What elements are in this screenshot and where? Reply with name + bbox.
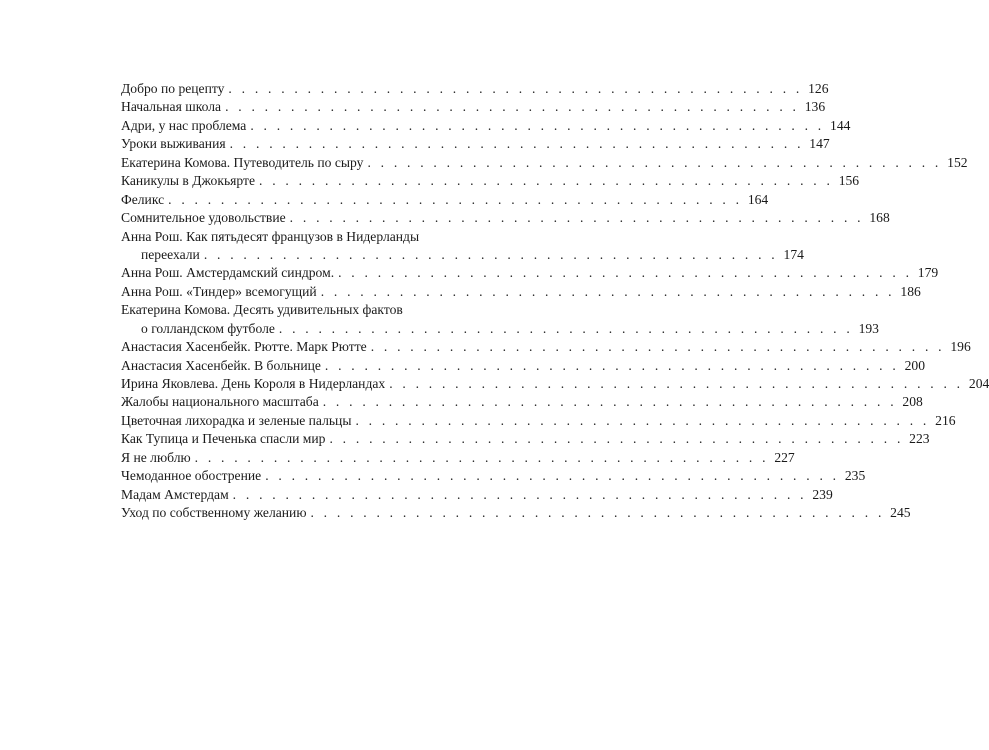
toc-entry (121, 228, 804, 265)
toc-entry-page: 216 (935, 412, 956, 428)
toc-entry-title: Начальная школа (121, 99, 222, 115)
dot-leader: . . . . . . . . . . . . . . . . . . . . . . . . . . . . . . . . . . . . . . . . . . . . (250, 117, 825, 133)
dot-leader: . . . . . . . . . . . . . . . . . . . . . . . . . . . . . . . . . . . . . . . . . . . . (310, 505, 885, 521)
toc-entry-page: 174 (783, 246, 804, 262)
dot-leader: . . . . . . . . . . . . . . . . . . . . . . . . . . . . . . . . . . . . . . . . . . . . (289, 210, 864, 226)
toc-entry-page: 179 (917, 265, 939, 281)
toc-entry-title: Добро по рецепту (121, 81, 225, 96)
toc-entry-page: 208 (902, 394, 923, 410)
table-of-contents (121, 80, 989, 523)
toc-entry (121, 430, 930, 448)
toc-entry-page: 193 (858, 320, 879, 336)
toc-entry-page: 136 (804, 99, 826, 115)
toc-entry-page: 196 (950, 339, 971, 355)
toc-entry-page: 245 (890, 505, 911, 521)
dot-leader: . . . . . . . . . . . . . . . . . . . . . . . . . . . . . . . . . . . . . . . . . . . . (355, 412, 930, 428)
toc-entry (121, 486, 833, 504)
toc-entry-title: Уход по собственному желанию (121, 505, 307, 521)
toc-entry (121, 172, 860, 190)
toc-entry (121, 80, 829, 98)
toc-entry-page: 204 (968, 376, 989, 391)
toc-entry-title: Цветочная лихорадка и зеленые пальцы (121, 412, 352, 428)
toc-entry-page: 164 (747, 191, 769, 207)
toc-entry-page: 186 (900, 283, 921, 299)
toc-entry-title: Анна Рош. Амстердамский синдром. (121, 265, 335, 281)
toc-entry (121, 283, 921, 301)
toc-entry-page: 156 (838, 173, 860, 189)
dot-leader: . . . . . . . . . . . . . . . . . . . . . . . . . . . . . . . . . . . . . . . . . . . . (370, 339, 945, 355)
dot-leader: . . . . . . . . . . . . . . . . . . . . . . . . . . . . . . . . . . . . . . . . . . . . (232, 486, 807, 502)
toc-entry (121, 209, 890, 227)
toc-entry-page: 235 (844, 468, 866, 484)
dot-leader: . . . . . . . . . . . . . . . . . . . . . . . . . . . . . . . . . . . . . . . . . . . . (278, 320, 853, 336)
dot-leader: . . . . . . . . . . . . . . . . . . . . . . . . . . . . . . . . . . . . . . . . . . . . (329, 431, 904, 447)
toc-entry-title: Чемоданное обострение (121, 468, 262, 484)
toc-entry-title-line2: о голландском футболе (141, 320, 275, 336)
toc-entry (121, 338, 971, 356)
toc-entry-page: 152 (947, 154, 968, 170)
toc-entry (121, 393, 923, 411)
toc-entry-title: Анна Рош. «Тиндер» всемогущий (121, 283, 317, 299)
toc-entry (121, 449, 795, 467)
toc-entry-page: 147 (809, 136, 830, 152)
toc-entry-page: 144 (830, 117, 851, 133)
dot-leader: . . . . . . . . . . . . . . . . . . . . . . . . . . . . . . . . . . . . . . . . . . . . (194, 449, 769, 465)
toc-entry (121, 264, 939, 282)
dot-leader: . . . . . . . . . . . . . . . . . . . . . . . . . . . . . . . . . . . . . . . . . . . . (322, 394, 897, 410)
toc-entry-title: Адри, у нас проблема (121, 117, 247, 133)
dot-leader: . . . . . . . . . . . . . . . . . . . . . . . . . . . . . . . . . . . . . . . . . . . . (168, 191, 743, 207)
dot-leader: . . . . . . . . . . . . . . . . . . . . . . . . . . . . . . . . . . . . . . . . . . . . (320, 283, 895, 299)
toc-entry-title-line1: Екатерина Комова. Десять удивительных фактов (121, 302, 403, 318)
toc-entry (121, 117, 851, 135)
toc-entry-title: Феликс (121, 191, 165, 207)
dot-leader: . . . . . . . . . . . . . . . . . . . . . . . . . . . . . . . . . . . . . . . . . . . . (228, 81, 803, 96)
dot-leader: . . . . . . . . . . . . . . . . . . . . . . . . . . . . . . . . . . . . . . . . . . . . (324, 357, 899, 373)
dot-leader: . . . . . . . . . . . . . . . . . . . . . . . . . . . . . . . . . . . . . . . . . . . . (265, 468, 840, 484)
toc-entry-title: Жалобы национального масштаба (121, 394, 319, 410)
toc-entry-page: 168 (869, 210, 890, 226)
toc-entry-title: Ирина Яковлева. День Короля в Нидерландах (121, 376, 386, 391)
toc-entry (121, 357, 925, 375)
toc-entry-title: Анастасия Хасенбейк. В больнице (121, 357, 321, 373)
dot-leader: . . . . . . . . . . . . . . . . . . . . . . . . . . . . . . . . . . . . . . . . . . . . (203, 246, 778, 262)
toc-entry-title: Уроки выживания (121, 136, 226, 152)
toc-entry (121, 301, 879, 338)
toc-entry (121, 154, 968, 172)
toc-entry-title: Мадам Амстердам (121, 486, 229, 502)
toc-entry (121, 191, 769, 209)
toc-entry (121, 412, 956, 430)
toc-entry-title: Екатерина Комова. Путеводитель по сыру (121, 154, 364, 170)
toc-entry (121, 375, 989, 393)
toc-entry (121, 467, 866, 485)
dot-leader: . . . . . . . . . . . . . . . . . . . . . . . . . . . . . . . . . . . . . . . . . . . . (229, 136, 804, 152)
toc-entry-title-line2: переехали (141, 246, 200, 262)
toc-entry-page: 126 (808, 81, 829, 96)
toc-entry-title-line1: Анна Рош. Как пятьдесят французов в Нидерланды (121, 228, 420, 244)
toc-entry (121, 135, 830, 153)
toc-entry (121, 98, 826, 116)
dot-leader: . . . . . . . . . . . . . . . . . . . . . . . . . . . . . . . . . . . . . . . . . . . . (259, 173, 834, 189)
toc-entry (121, 504, 911, 522)
dot-leader: . . . . . . . . . . . . . . . . . . . . . . . . . . . . . . . . . . . . . . . . . . . . (389, 376, 964, 391)
toc-entry-title: Как Тупица и Печенька спасли мир (121, 431, 326, 447)
toc-entry-page: 223 (909, 431, 930, 447)
toc-entry-title: Каникулы в Джокьярте (121, 173, 255, 189)
toc-entry-page: 239 (812, 486, 833, 502)
dot-leader: . . . . . . . . . . . . . . . . . . . . . . . . . . . . . . . . . . . . . . . . . . . . (338, 265, 913, 281)
toc-entry-title: Анастасия Хасенбейк. Рютте. Марк Рютте (121, 339, 367, 355)
toc-entry-page: 200 (904, 357, 925, 373)
toc-entry-title: Сомнительное удовольствие (121, 210, 286, 226)
dot-leader: . . . . . . . . . . . . . . . . . . . . . . . . . . . . . . . . . . . . . . . . . . . . (225, 99, 800, 115)
toc-entry-title: Я не люблю (121, 449, 191, 465)
dot-leader: . . . . . . . . . . . . . . . . . . . . . . . . . . . . . . . . . . . . . . . . . . . . (367, 154, 942, 170)
toc-entry-page: 227 (774, 449, 795, 465)
